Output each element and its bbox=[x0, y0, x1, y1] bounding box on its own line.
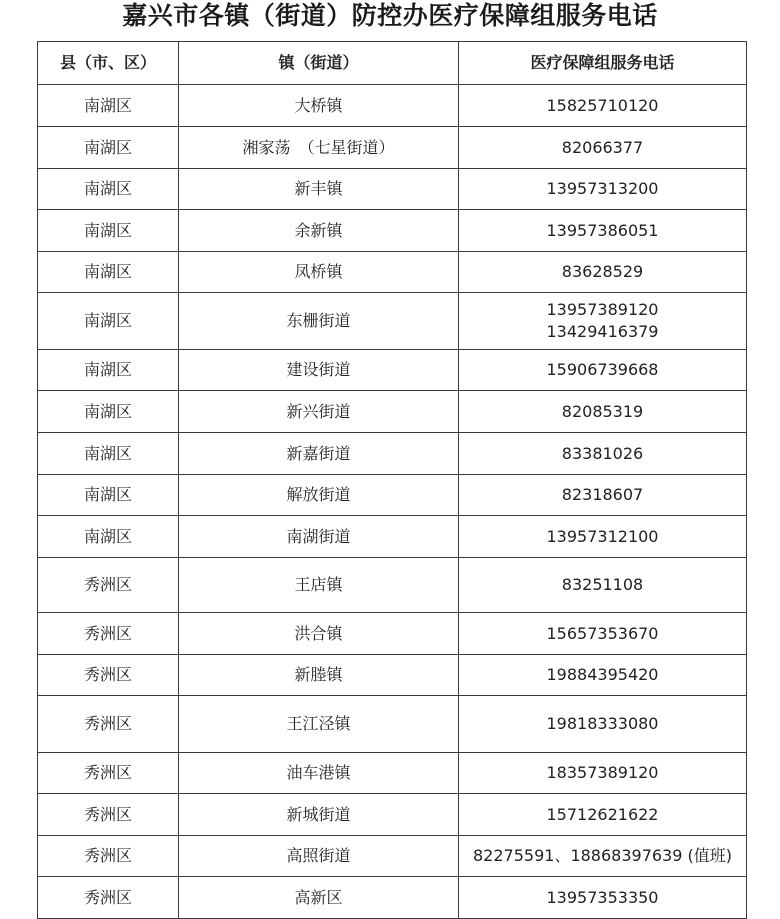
table-row bbox=[38, 252, 747, 293]
phone-number: 82066377 bbox=[561, 137, 644, 157]
table-row bbox=[38, 655, 747, 696]
town-cell: 新丰镇 bbox=[179, 169, 459, 210]
district-cell: 南湖区 bbox=[38, 127, 179, 169]
phone-cell bbox=[459, 558, 747, 613]
table-row bbox=[38, 836, 747, 877]
phone-number: 15825710120 bbox=[546, 95, 659, 115]
phone-cell bbox=[459, 210, 747, 252]
district-cell: 南湖区 bbox=[38, 516, 179, 558]
table-row bbox=[38, 696, 747, 753]
phone-number: 19884395420 bbox=[546, 665, 659, 684]
town-cell: 王江泾镇 bbox=[179, 696, 459, 753]
phone-number: 15657353670 bbox=[546, 623, 659, 643]
town-cell: 解放街道 bbox=[179, 475, 459, 516]
town-cell: 新兴街道 bbox=[179, 391, 459, 433]
district-cell: 南湖区 bbox=[38, 433, 179, 475]
town-cell: 油车港镇 bbox=[179, 753, 459, 794]
town-cell: 新嘉街道 bbox=[179, 433, 459, 475]
document-title: 嘉兴市各镇（街道）防控办医疗保障组服务电话 bbox=[122, 1, 658, 30]
table-row bbox=[38, 475, 747, 516]
table-row bbox=[38, 433, 747, 475]
phone-cell bbox=[459, 753, 747, 794]
town-cell: 余新镇 bbox=[179, 210, 459, 252]
district-cell: 南湖区 bbox=[38, 391, 179, 433]
district-cell: 南湖区 bbox=[38, 475, 179, 516]
district-cell: 南湖区 bbox=[38, 252, 179, 293]
town-cell: 建设街道 bbox=[179, 350, 459, 391]
phone-cell bbox=[459, 655, 747, 696]
phone-cell bbox=[459, 836, 747, 877]
phone-number: 82318607 bbox=[561, 485, 644, 504]
town-cell: 新塍镇 bbox=[179, 655, 459, 696]
phone-number: 82085319 bbox=[561, 401, 644, 421]
town-cell: 王店镇 bbox=[179, 558, 459, 613]
phone-number: 13957313200 bbox=[546, 179, 659, 198]
table-row bbox=[38, 877, 747, 919]
phone-table bbox=[37, 41, 747, 919]
town-cell: 南湖街道 bbox=[179, 516, 459, 558]
phone-cell bbox=[459, 516, 747, 558]
district-cell: 秀洲区 bbox=[38, 558, 179, 613]
district-cell: 南湖区 bbox=[38, 350, 179, 391]
district-cell: 秀洲区 bbox=[38, 655, 179, 696]
phone-number: 13957312100 bbox=[546, 526, 659, 546]
table-row bbox=[38, 391, 747, 433]
table-row bbox=[38, 558, 747, 613]
phone-number: 18357389120 bbox=[546, 763, 659, 782]
town-cell: 大桥镇 bbox=[179, 85, 459, 127]
phone-number: 13957386051 bbox=[546, 220, 659, 240]
town-cell: 高照街道 bbox=[179, 836, 459, 877]
phone-cell bbox=[459, 696, 747, 753]
district-cell: 南湖区 bbox=[38, 169, 179, 210]
table-row bbox=[38, 794, 747, 836]
table-row bbox=[38, 293, 747, 350]
phone-cell bbox=[459, 391, 747, 433]
district-cell: 秀洲区 bbox=[38, 753, 179, 794]
phone-cell bbox=[459, 433, 747, 475]
phone-cell bbox=[459, 794, 747, 836]
district-cell: 秀洲区 bbox=[38, 877, 179, 919]
phone-cell bbox=[459, 613, 747, 655]
phone-number: 13957353350 bbox=[546, 887, 659, 907]
district-cell: 南湖区 bbox=[38, 293, 179, 350]
table-row bbox=[38, 753, 747, 794]
phone-number: 13429416379 bbox=[546, 322, 659, 341]
phone-cell bbox=[459, 252, 747, 293]
table-row bbox=[38, 350, 747, 391]
table-row bbox=[38, 85, 747, 127]
phone-cell bbox=[459, 475, 747, 516]
town-cell: 洪合镇 bbox=[179, 613, 459, 655]
town-cell: 高新区 bbox=[179, 877, 459, 919]
phone-cell bbox=[459, 85, 747, 127]
phone-number: 15712621622 bbox=[546, 804, 659, 824]
column-header-district: 县（市、区） bbox=[38, 42, 179, 85]
phone-number: 83628529 bbox=[561, 262, 644, 281]
town-cell: 湘家荡 （七星街道） bbox=[179, 127, 459, 169]
district-cell: 秀洲区 bbox=[38, 794, 179, 836]
phone-number: 83251108 bbox=[561, 575, 644, 594]
district-cell: 南湖区 bbox=[38, 210, 179, 252]
column-header-town: 镇（街道） bbox=[179, 42, 459, 85]
table-header-row bbox=[38, 42, 747, 85]
phone-cell bbox=[459, 877, 747, 919]
phone-cell bbox=[459, 127, 747, 169]
phone-number: 19818333080 bbox=[546, 714, 659, 733]
phone-number: 15906739668 bbox=[546, 360, 659, 379]
phone-number: 13957389120 bbox=[546, 300, 659, 319]
table-body bbox=[38, 85, 747, 919]
table-row bbox=[38, 613, 747, 655]
town-cell: 新城街道 bbox=[179, 794, 459, 836]
table-row bbox=[38, 516, 747, 558]
table-row bbox=[38, 127, 747, 169]
town-cell: 东栅街道 bbox=[179, 293, 459, 350]
district-cell: 秀洲区 bbox=[38, 613, 179, 655]
phone-number: 82275591、18868397639 (值班) bbox=[473, 846, 732, 865]
phone-cell bbox=[459, 350, 747, 391]
table-row bbox=[38, 169, 747, 210]
phone-cell bbox=[459, 293, 747, 350]
phone-number: 83381026 bbox=[561, 443, 644, 463]
town-cell: 凤桥镇 bbox=[179, 252, 459, 293]
phone-cell bbox=[459, 169, 747, 210]
district-cell: 秀洲区 bbox=[38, 836, 179, 877]
table-row bbox=[38, 210, 747, 252]
district-cell: 秀洲区 bbox=[38, 696, 179, 753]
district-cell: 南湖区 bbox=[38, 85, 179, 127]
column-header-phone: 医疗保障组服务电话 bbox=[459, 42, 747, 85]
